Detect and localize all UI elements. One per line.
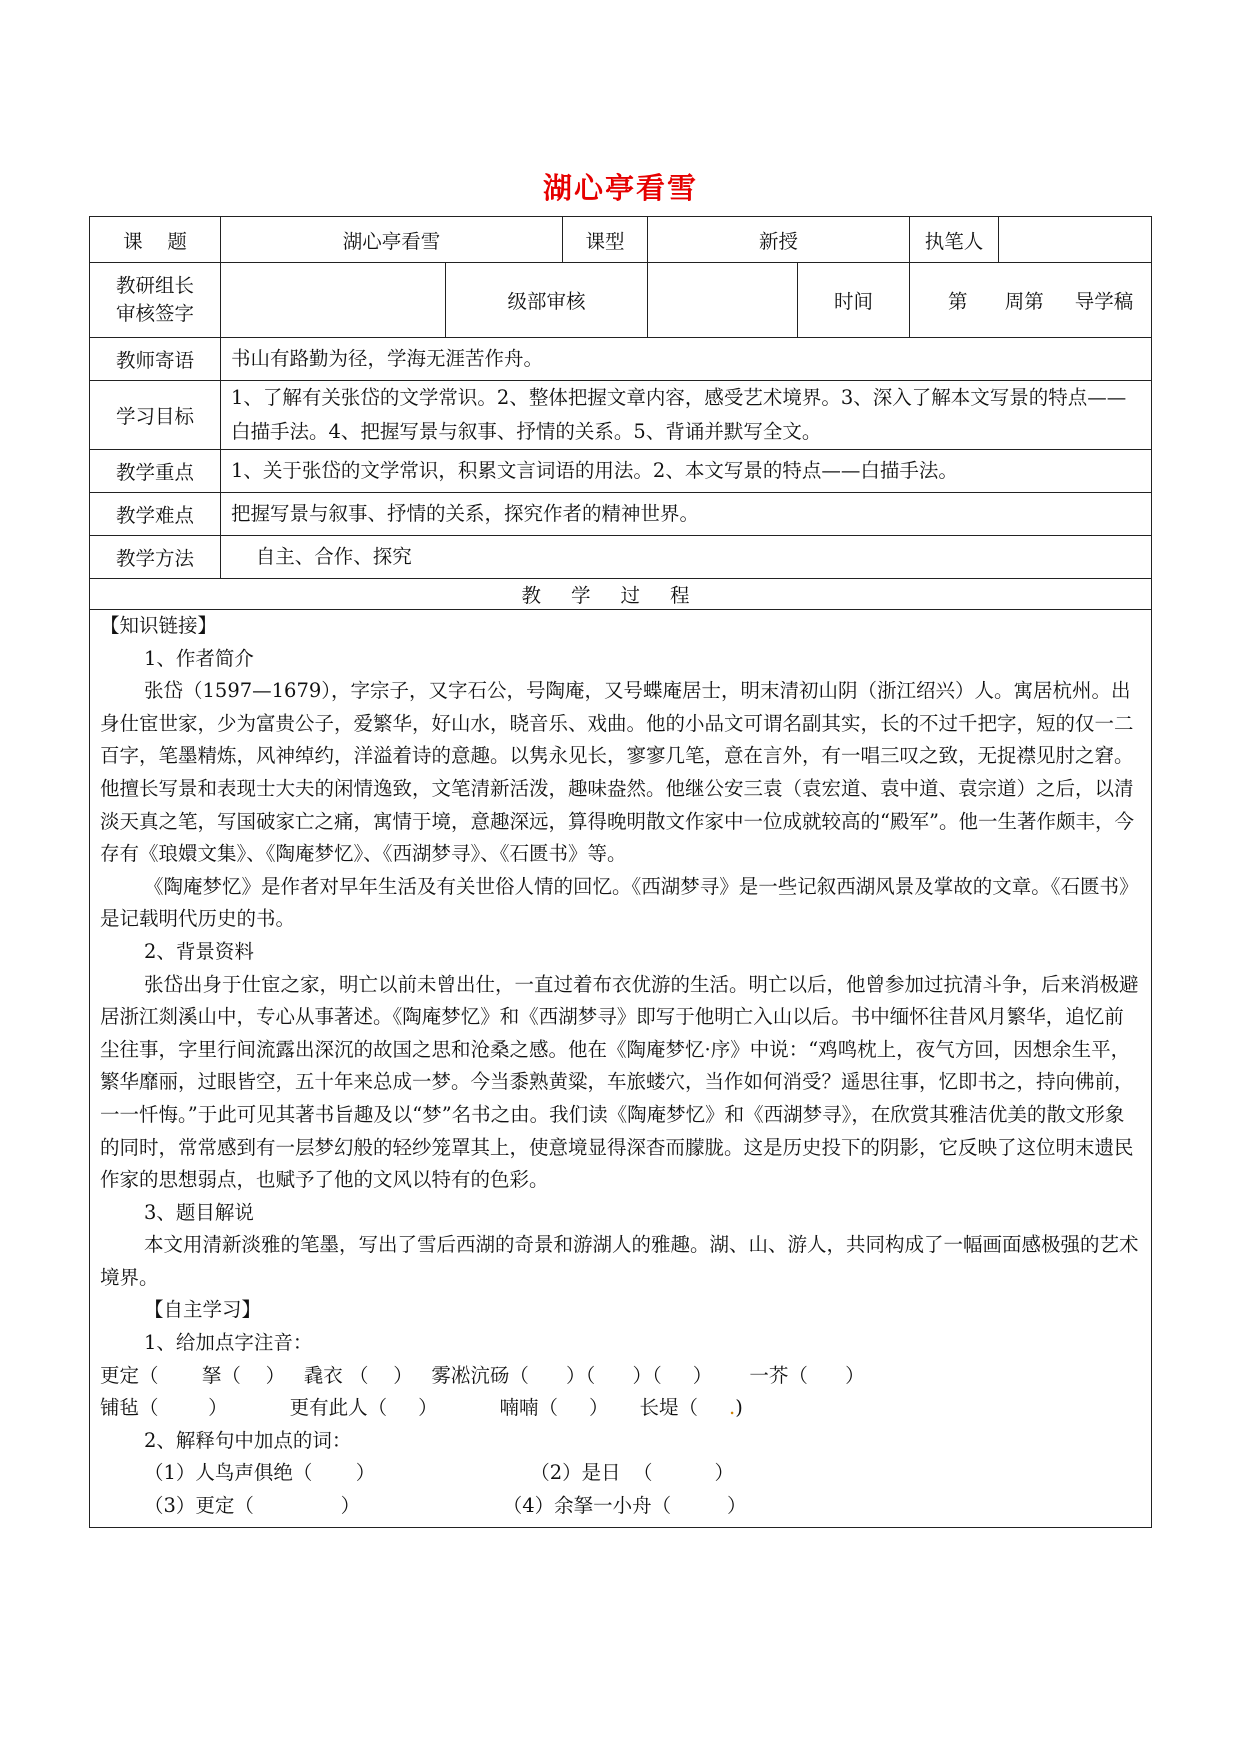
section-background-title: 2、背景资料 (144, 939, 254, 963)
methods-value: 自主、合作、探究 (221, 536, 1152, 579)
question-2-title: 2、解释句中加点的词： (144, 1428, 352, 1452)
learning-goals-value: 1、了解有关张岱的文学常识。2、整体把握文章内容，感受艺术境界。3、深入了解本文写景的特点——白描手法。4、把握写景与叙事、抒情的关系。5、背诵并默写全文。 (221, 381, 1152, 450)
knowledge-link-heading: 【知识链接】 (100, 614, 218, 637)
difficulties-value: 把握写景与叙事、抒情的关系，探究作者的精神世界。 (221, 493, 1152, 536)
row-learning-goals (90, 381, 1152, 450)
title-explanation-paragraph: 本文用清新淡雅的笔墨，写出了雪后西湖的奇景和游湖人的雅趣。湖、山、游人，共同构成了一幅画面感极强的艺术境界。 (100, 1233, 1139, 1289)
review-signature-label: 教研组长审核签字 (90, 263, 221, 338)
author-intro-paragraph-2: 《陶庵梦忆》是作者对早年生活及有关世俗人情的回忆。《西湖梦寻》是一些记叙西湖风景及掌故的文章。《石匮书》是记载明代历史的书。 (100, 874, 1139, 931)
row-process-heading (90, 579, 1152, 610)
section-author-intro-title: 1、作者简介 (144, 646, 254, 670)
grade-review-field (648, 263, 798, 338)
lesson-table (89, 216, 1152, 1528)
type-label: 课型 (563, 217, 648, 263)
process-body (90, 610, 1152, 1528)
methods-label: 教学方法 (90, 536, 221, 579)
author-label: 执笔人 (910, 217, 999, 263)
teacher-motto-label: 教师寄语 (90, 338, 221, 381)
question-2-line-2: （3）更定（ ） （4）余拏一小舟（ ） (144, 1494, 747, 1518)
key-points-label: 教学重点 (90, 450, 221, 493)
question-2-line-1: （1）人鸟声俱绝（ ） （2）是日 （ ） (144, 1461, 735, 1485)
teacher-motto-value: 书山有路勤为径，学海无涯苦作舟。 (221, 338, 1152, 381)
review-signature-field (221, 263, 446, 338)
row-process-body (90, 610, 1152, 1528)
author-intro-paragraph-1: 张岱（1597—1679），字宗子，又字石公，号陶庵，又号蝶庵居士，明末清初山阴（浙江绍兴）人。寓居杭州。出身仕宦世家，少为富贵公子，爱繁华，好山水，晓音乐、戏曲。他的小品文可谓名副其实，长的不过千把字，短的仅一二百字，笔墨精炼，风神绰约，洋溢着诗的意趣。以隽永见长，寥寥几笔，意在言外，有一唱三叹之致，无捉襟见肘之窘。他擅长写景和表现士大夫的闲情逸致，文笔清新活泼，趣味盎然。他继公安三袁（袁宏道、袁中道、袁宗道）之后，以清淡天真之笔，写国破家亡之痛，寓情于境，意趣深远，算得晚明散文作家中一位成就较高的“殿军”。他一生著作颇丰，今存有《琅嬛文集》、《陶庵梦忆》、《西湖梦寻》、《石匮书》等。 (100, 679, 1134, 866)
topic-label: 课 题 (90, 217, 221, 263)
process-heading: 教学过程 (90, 579, 1152, 610)
type-value: 新授 (648, 217, 910, 263)
question-1-line-1: 更定（ 拏（ ） 毳衣 （ ） 雾凇沆砀（ ）（ ）（ ） 一芥（ ） (100, 1363, 865, 1387)
author-value (999, 217, 1152, 263)
time-value: 第 周第 导学稿 (910, 263, 1152, 338)
page-title: 湖心亭看雪 (542, 171, 698, 205)
row-teacher-motto (90, 338, 1152, 381)
row-difficulties (90, 493, 1152, 536)
header-row-1 (90, 217, 1152, 263)
grade-review-label: 级部审核 (446, 263, 648, 338)
row-key-points (90, 450, 1152, 493)
key-points-value: 1、关于张岱的文学常识，积累文言词语的用法。2、本文写景的特点——白描手法。 (221, 450, 1152, 493)
question-1-line-2-close: ) (735, 1396, 743, 1420)
emphasis-dot: . (729, 1396, 736, 1420)
background-paragraph: 张岱出身于仕宦之家，明亡以前未曾出仕，一直过着布衣优游的生活。明亡以后，他曾参加过抗清斗争，后来消极避居浙江剡溪山中，专心从事著述。《陶庵梦忆》和《西湖梦寻》即写于他明亡入山以后。书中缅怀往昔风月繁华，追忆前尘往事，字里行间流露出深沉的故国之思和沧桑之感。他在《陶庵梦忆·序》中说：“鸡鸣枕上，夜气方回，因想余生平，繁华靡丽，过眼皆空，五十年来总成一梦。今当黍熟黄粱，车旅蝼穴，当作如何消受？遥思往事，忆即书之，持向佛前，一一忏悔。”于此可见其著书旨趣及以“梦”名书之由。我们读《陶庵梦忆》和《西湖梦寻》，在欣赏其雅洁优美的散文形象的同时，常常感到有一层梦幻般的轻纱笼罩其上，使意境显得深杳而朦胧。这是历史投下的阴影，它反映了这位明末遗民作家的思想弱点，也赋予了他的文风以特有的色彩。 (100, 972, 1139, 1192)
topic-value: 湖心亭看雪 (221, 217, 563, 263)
question-1-line-2-text: 铺毡（ ） 更有此人（ ） 喃喃（ ） 长堤（ (100, 1396, 730, 1420)
question-1-line-2 (100, 1392, 1139, 1425)
self-study-heading: 【自主学习】 (144, 1298, 262, 1322)
difficulties-label: 教学难点 (90, 493, 221, 536)
header-row-2 (90, 263, 1152, 338)
section-title-explanation-title: 3、题目解说 (144, 1200, 254, 1224)
row-methods (90, 536, 1152, 579)
learning-goals-label: 学习目标 (90, 381, 221, 450)
question-1-title: 1、给加点字注音： (144, 1331, 313, 1355)
time-label: 时间 (798, 263, 910, 338)
